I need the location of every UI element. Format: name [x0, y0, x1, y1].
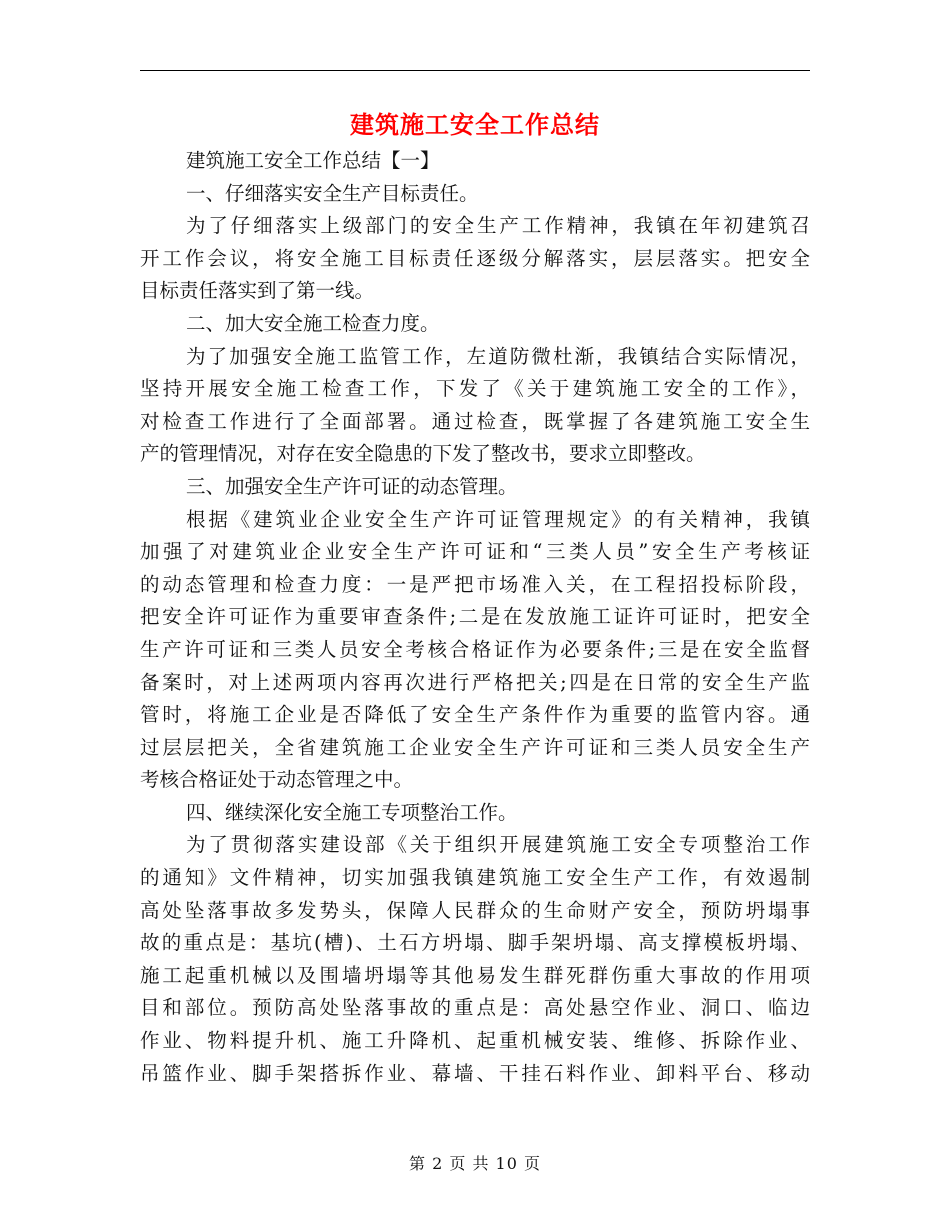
subsection-heading: 一、仔细落实安全生产目标责任。	[186, 181, 479, 205]
paragraph-line: 为了加强安全施工监管工作，左道防微杜渐，我镇结合实际情况，	[186, 344, 810, 368]
paragraph-line: 考核合格证处于动态管理之中。	[140, 768, 414, 792]
document-title: 建筑施工安全工作总结	[350, 111, 600, 139]
paragraph-line: 为了贯彻落实建设部《关于组织开展建筑施工安全专项整治工作	[186, 833, 810, 857]
paragraph-line: 施工起重机械以及围墙坍塌等其他易发生群死群伤重大事故的作用项	[140, 963, 810, 987]
subsection-heading: 三、加强安全生产许可证的动态管理。	[186, 474, 518, 498]
paragraph-line: 为了仔细落实上级部门的安全生产工作精神，我镇在年初建筑召	[186, 214, 810, 238]
paragraph-line: 目和部位。预防高处坠落事故的重点是：高处悬空作业、洞口、临边	[140, 996, 810, 1020]
paragraph-line: 吊篮作业、脚手架搭拆作业、幕墙、干挂石料作业、卸料平台、移动	[140, 1061, 810, 1085]
paragraph-line: 的动态管理和检查力度：一是严把市场准入关，在工程招投标阶段，	[140, 572, 810, 596]
page-number: 第 2 页 共 10 页	[409, 1154, 541, 1173]
paragraph-line: 高处坠落事故多发势头，保障人民群众的生命财产安全，预防坍塌事	[140, 898, 810, 922]
paragraph-line: 管时，将施工企业是否降低了安全生产条件作为重要的监管内容。通	[140, 703, 810, 727]
section-heading: 建筑施工安全工作总结【一】	[186, 149, 440, 172]
subsection-heading: 二、加大安全施工检查力度。	[186, 311, 440, 335]
paragraph-line: 备案时，对上述两项内容再次进行严格把关;四是在日常的安全生产监	[140, 670, 810, 694]
paragraph-line: 开工作会议，将安全施工目标责任逐级分解落实，层层落实。把安全	[140, 246, 810, 270]
paragraph-line: 目标责任落实到了第一线。	[140, 279, 375, 303]
subsection-heading: 四、继续深化安全施工专项整治工作。	[186, 800, 518, 824]
paragraph-line: 故的重点是：基坑(槽)、土石方坍塌、脚手架坍塌、高支撑模板坍塌、	[140, 931, 810, 955]
paragraph-line: 根据《建筑业企业安全生产许可证管理规定》的有关精神，我镇	[186, 507, 810, 531]
paragraph-line: 作业、物料提升机、施工升降机、起重机械安装、维修、拆除作业、	[140, 1029, 810, 1053]
paragraph-line: 把安全许可证作为重要审查条件;二是在发放施工证许可证时，把安全	[140, 605, 810, 629]
header-rule	[140, 70, 810, 71]
paragraph-line: 加强了对建筑业企业安全生产许可证和“三类人员”安全生产考核证	[140, 540, 810, 564]
paragraph-line: 坚持开展安全施工检查工作，下发了《关于建筑施工安全的工作》，	[140, 377, 810, 401]
document-body	[140, 145, 810, 1090]
paragraph-line: 过层层把关，全省建筑施工企业安全生产许可证和三类人员安全生产	[140, 735, 810, 759]
paragraph-line: 对检查工作进行了全面部署。通过检查，既掌握了各建筑施工安全生	[140, 409, 810, 433]
paragraph-line: 产的管理情况，对存在安全隐患的下发了整改书，要求立即整改。	[140, 442, 706, 466]
paragraph-line: 生产许可证和三类人员安全考核合格证作为必要条件;三是在安全监督	[140, 637, 810, 661]
paragraph-line: 的通知》文件精神，切实加强我镇建筑施工安全生产工作，有效遏制	[140, 866, 810, 890]
